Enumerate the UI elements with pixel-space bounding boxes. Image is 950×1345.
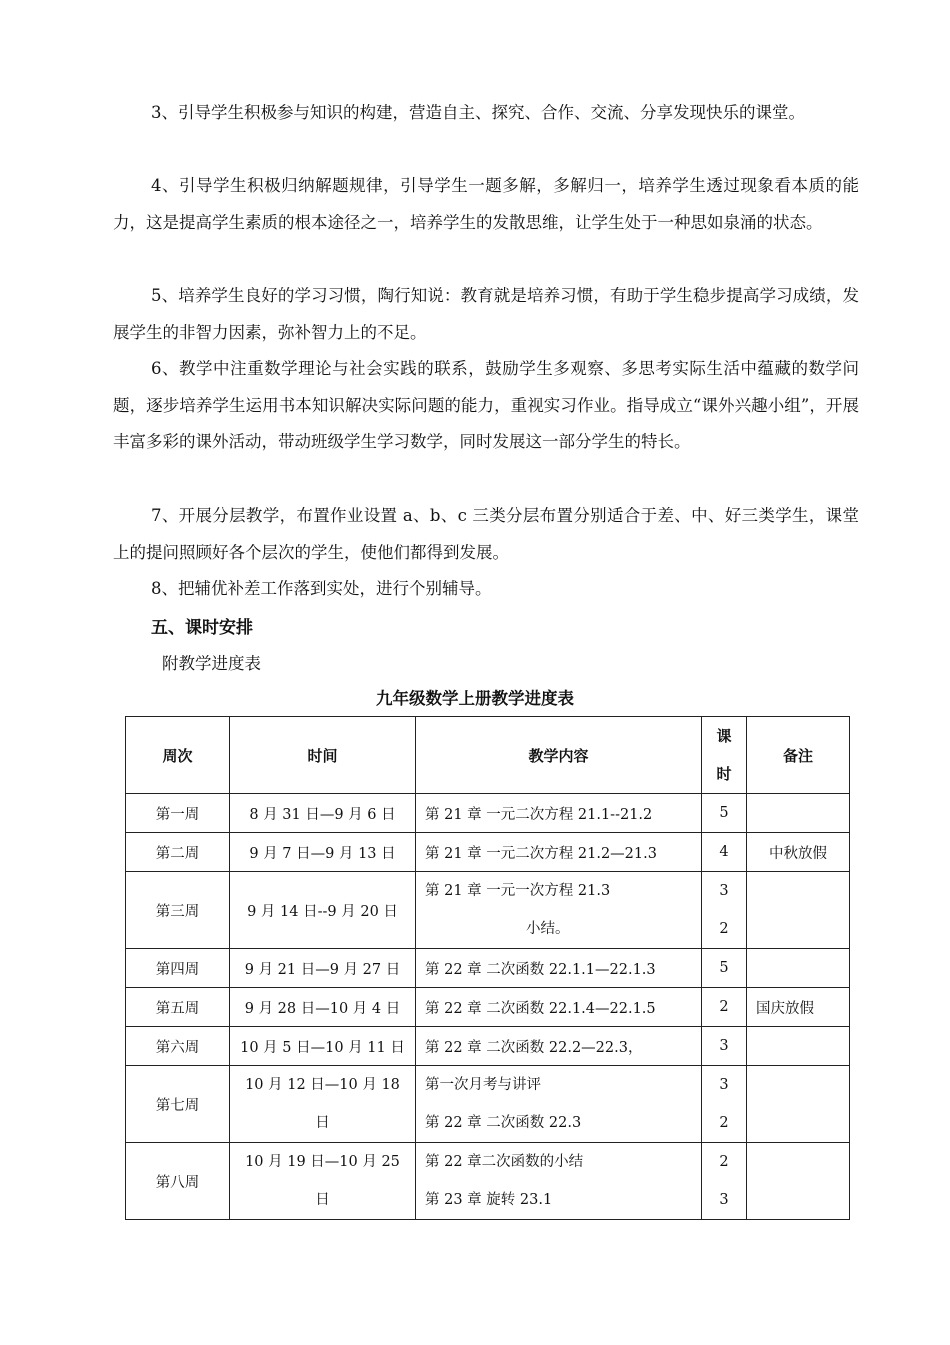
table-row [126, 833, 850, 872]
hours-line: 3 [719, 883, 729, 899]
hours-line: 2 [719, 921, 729, 937]
content-line: 第一次月考与讲评 [425, 1077, 541, 1093]
cell-note [747, 872, 850, 949]
schedule-table [125, 716, 850, 1220]
header-hours [702, 717, 747, 794]
cell-week: 第二周 [126, 833, 230, 872]
content-line: 第 21 章 一元一次方程 21.3 [425, 883, 611, 899]
cell-note [747, 949, 850, 988]
cell-time: 8 月 31 日—9 月 6 日 [230, 794, 416, 833]
table-row [126, 794, 850, 833]
cell-hours [702, 1066, 747, 1143]
cell-week: 第八周 [126, 1143, 230, 1220]
content-line: 第 23 章 旋转 23.1 [425, 1192, 553, 1208]
cell-time: 9 月 28 日—10 月 4 日 [230, 988, 416, 1027]
cell-hours [702, 872, 747, 949]
paragraph-7: 7、开展分层教学，布置作业设置 a、b、c 三类分层布置分别适合于差、中、好三类学生，课堂上的提问照顾好各个层次的学生，使他们都得到发展。 [113, 506, 859, 562]
time-line: 10 月 12 日—10 月 18 [245, 1077, 400, 1093]
cell-week: 第六周 [126, 1027, 230, 1066]
paragraph-6: 6、教学中注重数学理论与社会实践的联系，鼓励学生多观察、多思考实际生活中蕴藏的数学问题，逐步培养学生运用书本知识解决实际问题的能力，重视实习作业。指导成立“课外兴趣小组”，开展丰富多彩的课外活动，带动班级学生学习数学，同时发展这一部分学生的特长。 [113, 359, 859, 452]
time-line: 日 [315, 1115, 330, 1131]
hours-line: 3 [719, 1192, 729, 1208]
cell-time: 10 月 5 日—10 月 11 日 [230, 1027, 416, 1066]
cell-time: 9 月 14 日--9 月 20 日 [230, 872, 416, 949]
table-row [126, 949, 850, 988]
table-title: 九年级数学上册教学进度表 [376, 689, 574, 708]
table-row [126, 872, 850, 949]
cell-content: 第 21 章 一元二次方程 21.2—21.3 [416, 833, 702, 872]
cell-hours: 2 [702, 988, 747, 1027]
time-line: 10 月 19 日—10 月 25 [245, 1154, 400, 1170]
cell-time: 9 月 7 日—9 月 13 日 [230, 833, 416, 872]
hours-line: 2 [719, 1154, 729, 1170]
header-week: 周次 [126, 717, 230, 794]
content-line: 第 22 章二次函数的小结 [425, 1154, 584, 1170]
header-note: 备注 [747, 717, 850, 794]
cell-content [416, 872, 702, 949]
paragraph-4: 4、引导学生积极归纳解题规律，引导学生一题多解，多解归一，培养学生透过现象看本质的能力，这是提高学生素质的根本途径之一，培养学生的发散思维，让学生处于一种思如泉涌的状态。 [113, 176, 859, 232]
paragraph-8: 8、把辅优补差工作落到实处，进行个别辅导。 [151, 579, 492, 598]
cell-note [747, 1027, 850, 1066]
cell-hours [702, 1143, 747, 1220]
cell-week: 第三周 [126, 872, 230, 949]
cell-hours: 5 [702, 794, 747, 833]
header-hours-top: 课 [716, 727, 732, 745]
time-line: 日 [315, 1192, 330, 1208]
paragraph-5: 5、培养学生良好的学习习惯，陶行知说：教育就是培养习惯，有助于学生稳步提高学习成绩，发展学生的非智力因素，弥补智力上的不足。 [113, 286, 859, 342]
cell-content: 第 22 章 二次函数 22.2—22.3， [416, 1027, 702, 1066]
cell-time [230, 1143, 416, 1220]
table-header-row [126, 717, 850, 794]
cell-content: 第 22 章 二次函数 22.1.1—22.1.3 [416, 949, 702, 988]
cell-week: 第一周 [126, 794, 230, 833]
cell-note: 国庆放假 [747, 988, 850, 1027]
cell-week: 第五周 [126, 988, 230, 1027]
paragraph-3: 3、引导学生积极参与知识的构建，营造自主、探究、合作、交流、分享发现快乐的课堂。 [151, 103, 805, 122]
cell-time [230, 1066, 416, 1143]
table-row [126, 988, 850, 1027]
content-line: 第 22 章 二次函数 22.3 [425, 1115, 582, 1131]
cell-hours: 5 [702, 949, 747, 988]
cell-week: 第四周 [126, 949, 230, 988]
section-heading: 五、课时安排 [151, 618, 253, 638]
cell-hours: 3 [702, 1027, 747, 1066]
cell-week: 第七周 [126, 1066, 230, 1143]
header-content: 教学内容 [416, 717, 702, 794]
cell-note: 中秋放假 [747, 833, 850, 872]
content-line: 小结。 [526, 921, 570, 937]
table-row [126, 1027, 850, 1066]
cell-note [747, 794, 850, 833]
cell-content: 第 21 章 一元二次方程 21.1--21.2 [416, 794, 702, 833]
attachment-note: 附教学进度表 [162, 654, 261, 673]
cell-note [747, 1143, 850, 1220]
cell-content: 第 22 章 二次函数 22.1.4—22.1.5 [416, 988, 702, 1027]
cell-content [416, 1143, 702, 1220]
header-hours-bottom: 时 [716, 765, 732, 783]
table-row [126, 1143, 850, 1220]
hours-line: 2 [719, 1115, 729, 1131]
table-row [126, 1066, 850, 1143]
header-time: 时间 [230, 717, 416, 794]
hours-line: 3 [719, 1077, 729, 1093]
cell-content [416, 1066, 702, 1143]
cell-note [747, 1066, 850, 1143]
cell-time: 9 月 21 日—9 月 27 日 [230, 949, 416, 988]
cell-hours: 4 [702, 833, 747, 872]
